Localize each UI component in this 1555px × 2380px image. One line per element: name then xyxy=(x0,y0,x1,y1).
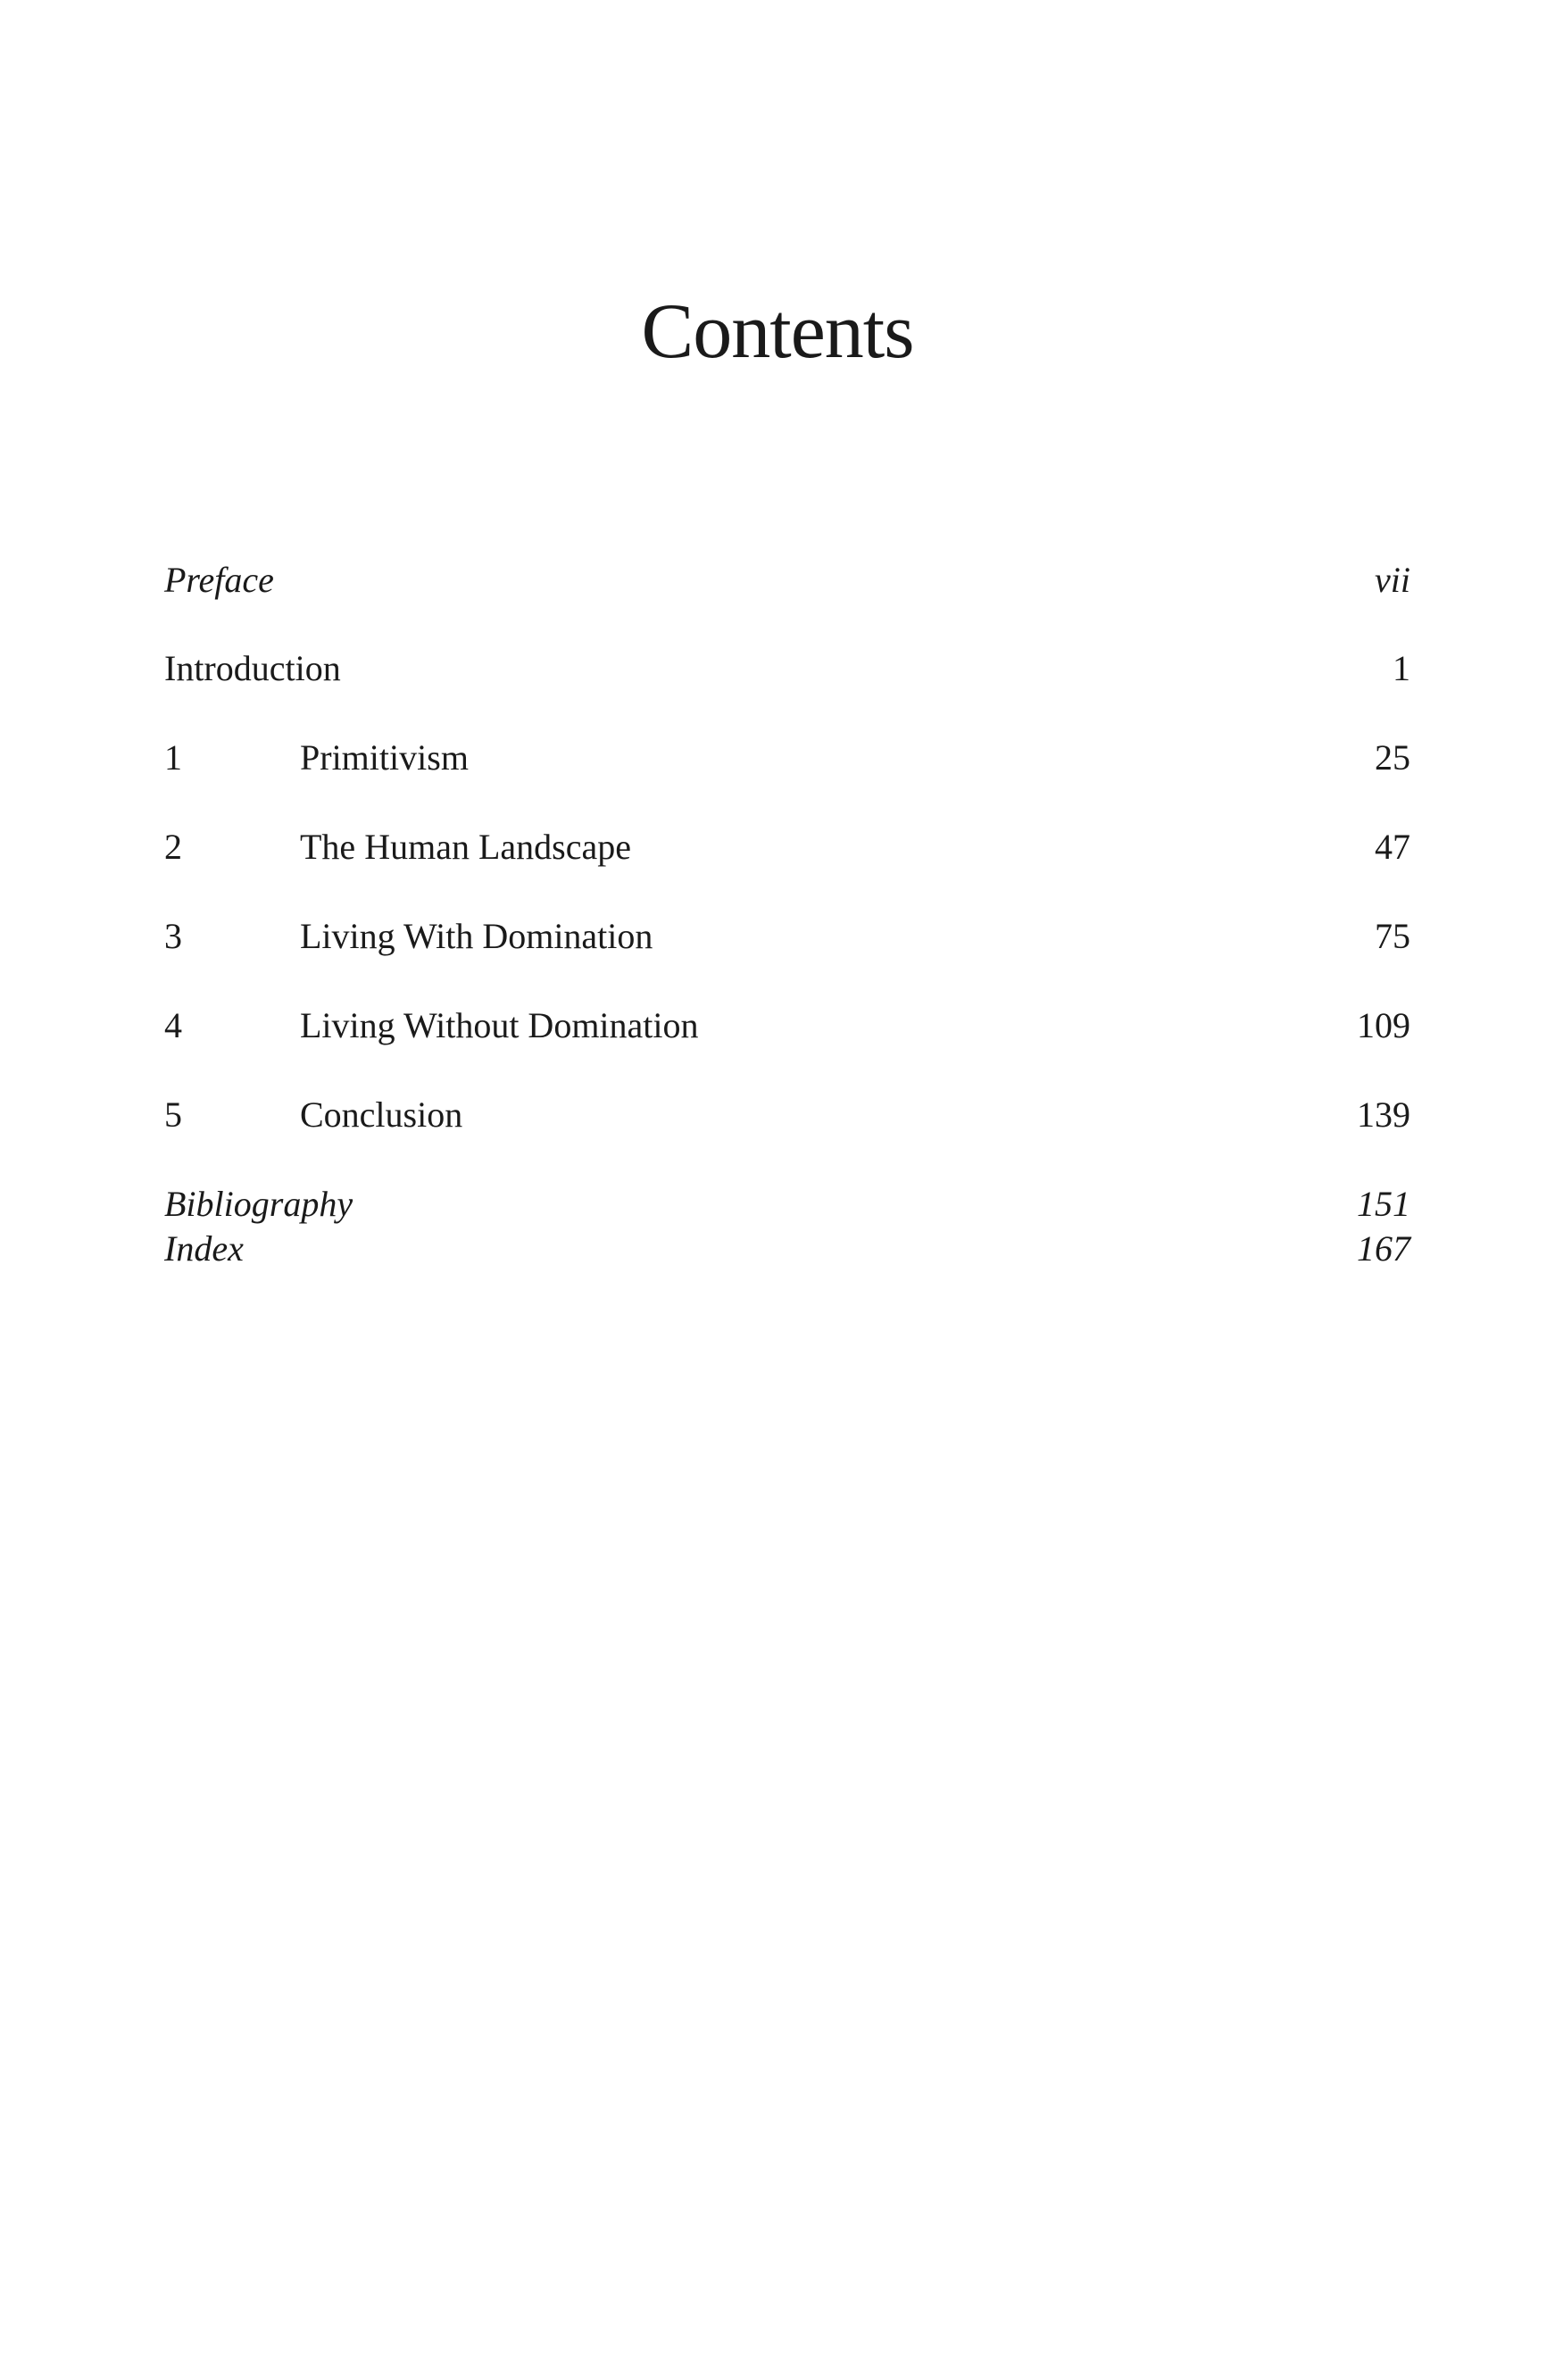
toc-entry-page: 75 xyxy=(1375,916,1410,956)
toc-entry-chapter-4 xyxy=(164,1003,1410,1048)
page-title: Contents xyxy=(641,288,914,375)
toc-entry-page: 151 xyxy=(1357,1184,1410,1224)
chapter-number: 5 xyxy=(164,1094,182,1135)
toc-entry-page: 47 xyxy=(1375,827,1410,867)
toc-entry-label: Index xyxy=(164,1228,244,1269)
chapter-number: 1 xyxy=(164,737,182,778)
toc-entry-chapter-2 xyxy=(164,825,1410,870)
toc-entry-page: vii xyxy=(1375,560,1410,600)
chapter-title: The Human Landscape xyxy=(300,827,631,867)
chapter-title: Conclusion xyxy=(300,1094,463,1135)
toc-entry-page: 109 xyxy=(1357,1005,1410,1045)
chapter-number: 2 xyxy=(164,827,182,867)
toc-entry-page: 139 xyxy=(1357,1094,1410,1135)
toc-entry-page: 167 xyxy=(1357,1228,1410,1269)
toc-entry-chapter-3 xyxy=(164,914,1410,959)
toc-entry-label: Introduction xyxy=(164,648,341,688)
toc-entry-label: Preface xyxy=(164,560,274,600)
toc-entry-label: Bibliography xyxy=(164,1184,353,1224)
chapter-title: Living With Domination xyxy=(300,916,653,956)
toc-entry-bibliography xyxy=(164,1182,1410,1227)
toc-entry-preface xyxy=(164,558,1410,603)
toc-entry-index xyxy=(164,1227,1410,1271)
toc-entry-page: 25 xyxy=(1375,737,1410,778)
toc-entry-introduction xyxy=(164,646,1410,691)
chapter-number: 3 xyxy=(164,916,182,956)
chapter-title: Primitivism xyxy=(300,737,469,778)
chapter-title: Living Without Domination xyxy=(300,1005,699,1045)
toc-entry-chapter-5 xyxy=(164,1093,1410,1137)
toc-entry-page: 1 xyxy=(1393,648,1410,688)
toc-entry-chapter-1 xyxy=(164,736,1410,780)
chapter-number: 4 xyxy=(164,1005,182,1045)
